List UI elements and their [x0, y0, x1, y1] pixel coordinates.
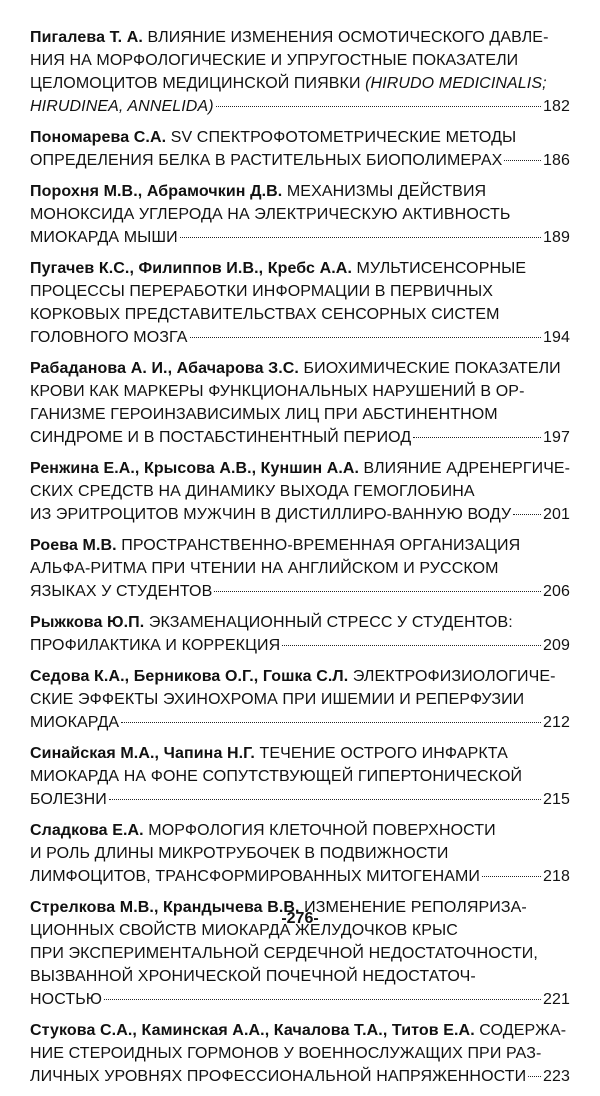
toc-entry-line [30, 503, 570, 526]
toc-entry-title: ИЗ ЭРИТРОЦИТОВ МУЖЧИН В ДИСТИЛЛИРО-ВАННУЮ ВОДУ [30, 506, 512, 523]
toc-entry-title: МИОКАРДА [30, 714, 120, 731]
toc-entry-line [30, 688, 570, 711]
toc-entry-line [30, 457, 570, 480]
toc-entry-line [30, 180, 570, 203]
toc-entry-title: ИЗМЕНЕНИЕ РЕПОЛЯРИЗА- [299, 899, 527, 916]
toc-entry-line [30, 965, 570, 988]
toc-entry-title: МУЛЬТИСЕНСОРНЫЕ [352, 260, 527, 277]
dot-leader [121, 722, 541, 723]
toc-entry-authors: Стрелкова М.В., Крандычева В.В. [30, 899, 300, 916]
toc-entry-title: ОПРЕДЕЛЕНИЯ БЕЛКА В РАСТИТЕЛЬНЫХ БИОПОЛИМЕРАХ [30, 152, 503, 169]
toc-entry-line [30, 765, 570, 788]
toc-entry-line [30, 126, 570, 149]
toc-entry-title-italic: HIRUDINEA, ANNELIDA) [30, 98, 214, 115]
toc-entry-line [30, 426, 570, 449]
toc-entry-line [30, 557, 570, 580]
toc-entry-line [30, 665, 570, 688]
page-number: -276- [281, 910, 319, 927]
toc-entry-title: ПРОФИЛАКТИКА И КОРРЕКЦИЯ [30, 637, 281, 654]
toc-entry [30, 257, 570, 349]
toc-entry-title-italic: (HIRUDO MEDICINALIS; [365, 75, 547, 92]
toc-entry-line [30, 942, 570, 965]
toc-entry-line [30, 711, 570, 734]
toc-entry [30, 126, 570, 172]
toc-entry-line [30, 357, 570, 380]
toc-entry-page-number: 186 [543, 152, 570, 169]
toc-entry-line [30, 226, 570, 249]
toc-entry-authors: Пугачев К.С., Филиппов И.В., Кребс А.А. [30, 260, 352, 277]
toc-entry-authors: Стукова С.А., Каминская А.А., Качалова Т.А., Титов Е.А. [30, 1022, 475, 1039]
toc-entry-title: ПРОСТРАНСТВЕННО-ВРЕМЕННАЯ ОРГАНИЗАЦИЯ [116, 537, 521, 554]
toc-entry-page-number: 218 [543, 868, 570, 885]
toc-entry-page-number: 215 [543, 791, 570, 808]
dot-leader [104, 999, 541, 1000]
toc-entry-title: ЭКЗАМЕНАЦИОННЫЙ СТРЕСС У СТУДЕНТОВ: [144, 614, 513, 631]
toc-entry [30, 819, 570, 888]
toc-entry-authors: Рабаданова А. И., Абачарова З.С. [30, 360, 299, 377]
toc-entry-title: СИНДРОМЕ И В ПОСТАБСТИНЕНТНЫЙ ПЕРИОД [30, 429, 412, 446]
toc-entry [30, 457, 570, 526]
toc-entry-line [30, 280, 570, 303]
toc-entry [30, 665, 570, 734]
toc-entry-title: АЛЬФА-РИТМА ПРИ ЧТЕНИИ НА АНГЛИЙСКОМ И РУССКОМ [30, 560, 499, 577]
toc-entry-page-number: 197 [543, 429, 570, 446]
toc-entry-title: ЦЕЛОМОЦИТОВ МЕДИЦИНСКОЙ ПИЯВКИ [30, 75, 366, 92]
toc-entry-text [30, 988, 102, 1011]
toc-entry-title: НИЕ СТЕРОИДНЫХ ГОРМОНОВ У ВОЕННОСЛУЖАЩИХ ПРИ РАЗ- [30, 1045, 542, 1062]
toc-entry-line [30, 303, 570, 326]
toc-entry-line [30, 257, 570, 280]
toc-entry-title: МОРФОЛОГИЯ КЛЕТОЧНОЙ ПОВЕРХНОСТИ [143, 822, 496, 839]
toc-entry-title: БИОХИМИЧЕСКИЕ ПОКАЗАТЕЛИ [298, 360, 561, 377]
toc-entry-page-number: 209 [543, 637, 570, 654]
toc-entry-authors: Ренжина Е.А., Крысова А.В., Куншин А.А. [30, 460, 359, 477]
table-of-contents [30, 26, 570, 1096]
dot-leader [180, 237, 541, 238]
toc-entry-authors: Синайская М.А., Чапина Н.Г. [30, 745, 255, 762]
toc-entry-line [30, 1065, 570, 1088]
toc-entry-title: КРОВИ КАК МАРКЕРЫ ФУНКЦИОНАЛЬНЫХ НАРУШЕНИЙ В ОР- [30, 383, 525, 400]
toc-entry-page-number: 201 [543, 506, 570, 523]
toc-entry-title: ЭЛЕКТРОФИЗИОЛОГИЧЕ- [348, 668, 556, 685]
toc-entry-authors: Сладкова Е.А. [30, 822, 144, 839]
toc-entry-page-number: 189 [543, 229, 570, 246]
toc-entry [30, 357, 570, 449]
toc-entry-page-number: 223 [543, 1068, 570, 1085]
toc-entry-line [30, 988, 570, 1011]
toc-entry-line [30, 819, 570, 842]
toc-entry [30, 180, 570, 249]
toc-entry-text [30, 426, 411, 449]
toc-entry-line [30, 865, 570, 888]
toc-entry-authors: Пономарева С.А. [30, 129, 167, 146]
toc-entry-title: КОРКОВЫХ ПРЕДСТАВИТЕЛЬСТВАХ СЕНСОРНЫХ СИСТЕМ [30, 306, 500, 323]
toc-entry-text [30, 865, 480, 888]
toc-entry-line [30, 203, 570, 226]
toc-entry-title: МИОКАРДА МЫШИ [30, 229, 178, 246]
toc-entry-title: ЛИМФОЦИТОВ, ТРАНСФОРМИРОВАННЫХ МИТОГЕНАМИ [30, 868, 481, 885]
toc-entry-title: МЕХАНИЗМЫ ДЕЙСТВИЯ [282, 183, 487, 200]
dot-leader [190, 337, 541, 338]
dot-leader [282, 645, 541, 646]
toc-entry-text [30, 503, 511, 526]
toc-entry-text [30, 711, 119, 734]
toc-entry-line [30, 26, 570, 49]
toc-entry-text [30, 788, 107, 811]
dot-leader [109, 799, 541, 800]
toc-entry-line [30, 326, 570, 349]
toc-entry-line [30, 149, 570, 172]
toc-entry-line [30, 634, 570, 657]
toc-entry-title: СКИХ СРЕДСТВ НА ДИНАМИКУ ВЫХОДА ГЕМОГЛОБИНА [30, 483, 475, 500]
dot-leader [528, 1076, 541, 1077]
toc-entry-title: ГОЛОВНОГО МОЗГА [30, 329, 188, 346]
toc-entry-line [30, 742, 570, 765]
dot-leader [214, 591, 541, 592]
toc-entry-text [30, 95, 214, 118]
toc-entry-text [30, 149, 502, 172]
toc-entry [30, 611, 570, 657]
toc-entry-title: ВЫЗВАННОЙ ХРОНИЧЕСКОЙ ПОЧЕЧНОЙ НЕДОСТАТОЧ- [30, 968, 476, 985]
toc-entry-title: ЯЗЫКАХ У СТУДЕНТОВ [30, 583, 213, 600]
toc-entry-page-number: 194 [543, 329, 570, 346]
toc-entry-title: SV СПЕКТРОФОТОМЕТРИЧЕСКИЕ МЕТОДЫ [166, 129, 517, 146]
toc-entry-authors: Рыжкова Ю.П. [30, 614, 145, 631]
toc-entry-line [30, 534, 570, 557]
toc-entry-line [30, 1042, 570, 1065]
toc-entry-text [30, 634, 280, 657]
toc-entry-authors: Седова К.А., Берникова О.Г., Гошка С.Л. [30, 668, 349, 685]
toc-entry-text [30, 226, 178, 249]
dot-leader [504, 160, 541, 161]
toc-entry-text [30, 580, 212, 603]
toc-entry-text [30, 326, 188, 349]
toc-entry-title: ТЕЧЕНИЕ ОСТРОГО ИНФАРКТА [254, 745, 508, 762]
dot-leader [482, 876, 541, 877]
toc-entry-title: НОСТЬЮ [30, 991, 103, 1008]
toc-entry-line [30, 611, 570, 634]
toc-entry-authors: Пигалева Т. А. [30, 29, 143, 46]
toc-entry [30, 534, 570, 603]
toc-entry-page-number: 182 [543, 98, 570, 115]
toc-entry-authors: Порохня М.В., Абрамочкин Д.В. [30, 183, 283, 200]
toc-entry-line [30, 788, 570, 811]
toc-entry-title: И РОЛЬ ДЛИНЫ МИКРОТРУБОЧЕК В ПОДВИЖНОСТИ [30, 845, 449, 862]
toc-entry-title: СОДЕРЖА- [474, 1022, 567, 1039]
toc-entry-title: ПРИ ЭКСПЕРИМЕНТАЛЬНОЙ СЕРДЕЧНОЙ НЕДОСТАТОЧНОСТИ, [30, 945, 538, 962]
dot-leader [513, 514, 541, 515]
toc-entry [30, 742, 570, 811]
toc-entry-line [30, 49, 570, 72]
dot-leader [413, 437, 541, 438]
toc-entry-title: ГАНИЗМЕ ГЕРОИНЗАВИСИМЫХ ЛИЦ ПРИ АБСТИНЕНТНОМ [30, 406, 498, 423]
toc-entry-line [30, 480, 570, 503]
toc-entry-title: МОНОКСИДА УГЛЕРОДА НА ЭЛЕКТРИЧЕСКУЮ АКТИВНОСТЬ [30, 206, 511, 223]
toc-entry-line [30, 380, 570, 403]
toc-entry-line [30, 72, 570, 95]
toc-entry-line [30, 403, 570, 426]
dot-leader [216, 106, 541, 107]
toc-entry [30, 26, 570, 118]
toc-entry-title: ЛИЧНЫХ УРОВНЯХ ПРОФЕССИОНАЛЬНОЙ НАПРЯЖЕННОСТИ [30, 1068, 527, 1085]
toc-entry-title: БОЛЕЗНИ [30, 791, 107, 808]
toc-entry-page-number: 212 [543, 714, 570, 731]
toc-entry-text [30, 1065, 526, 1088]
toc-entry-line [30, 1019, 570, 1042]
toc-entry-line [30, 580, 570, 603]
toc-entry-title: ПРОЦЕССЫ ПЕРЕРАБОТКИ ИНФОРМАЦИИ В ПЕРВИЧНЫХ [30, 283, 494, 300]
toc-entry-title: СКИЕ ЭФФЕКТЫ ЭХИНОХРОМА ПРИ ИШЕМИИ И РЕПЕРФУЗИИ [30, 691, 525, 708]
toc-entry-title: МИОКАРДА НА ФОНЕ СОПУТСТВУЮЩЕЙ ГИПЕРТОНИЧЕСКОЙ [30, 768, 523, 785]
toc-entry-line [30, 95, 570, 118]
toc-entry-title: НИЯ НА МОРФОЛОГИЧЕСКИЕ И УПРУГОСТНЫЕ ПОКАЗАТЕЛИ [30, 52, 519, 69]
toc-entry-page-number: 221 [543, 991, 570, 1008]
toc-entry-page-number: 206 [543, 583, 570, 600]
toc-entry-title: ЦИОННЫХ СВОЙСТВ МИОКАРДА ЖЕЛУДОЧКОВ КРЫС [30, 922, 458, 939]
toc-entry-authors: Роева М.В. [30, 537, 117, 554]
toc-entry-title: ВЛИЯНИЕ ИЗМЕНЕНИЯ ОСМОТИЧЕСКОГО ДАВЛЕ- [142, 29, 549, 46]
toc-entry [30, 1019, 570, 1088]
toc-entry-line [30, 842, 570, 865]
toc-entry-title: ВЛИЯНИЕ АДРЕНЕРГИЧЕ- [359, 460, 570, 477]
